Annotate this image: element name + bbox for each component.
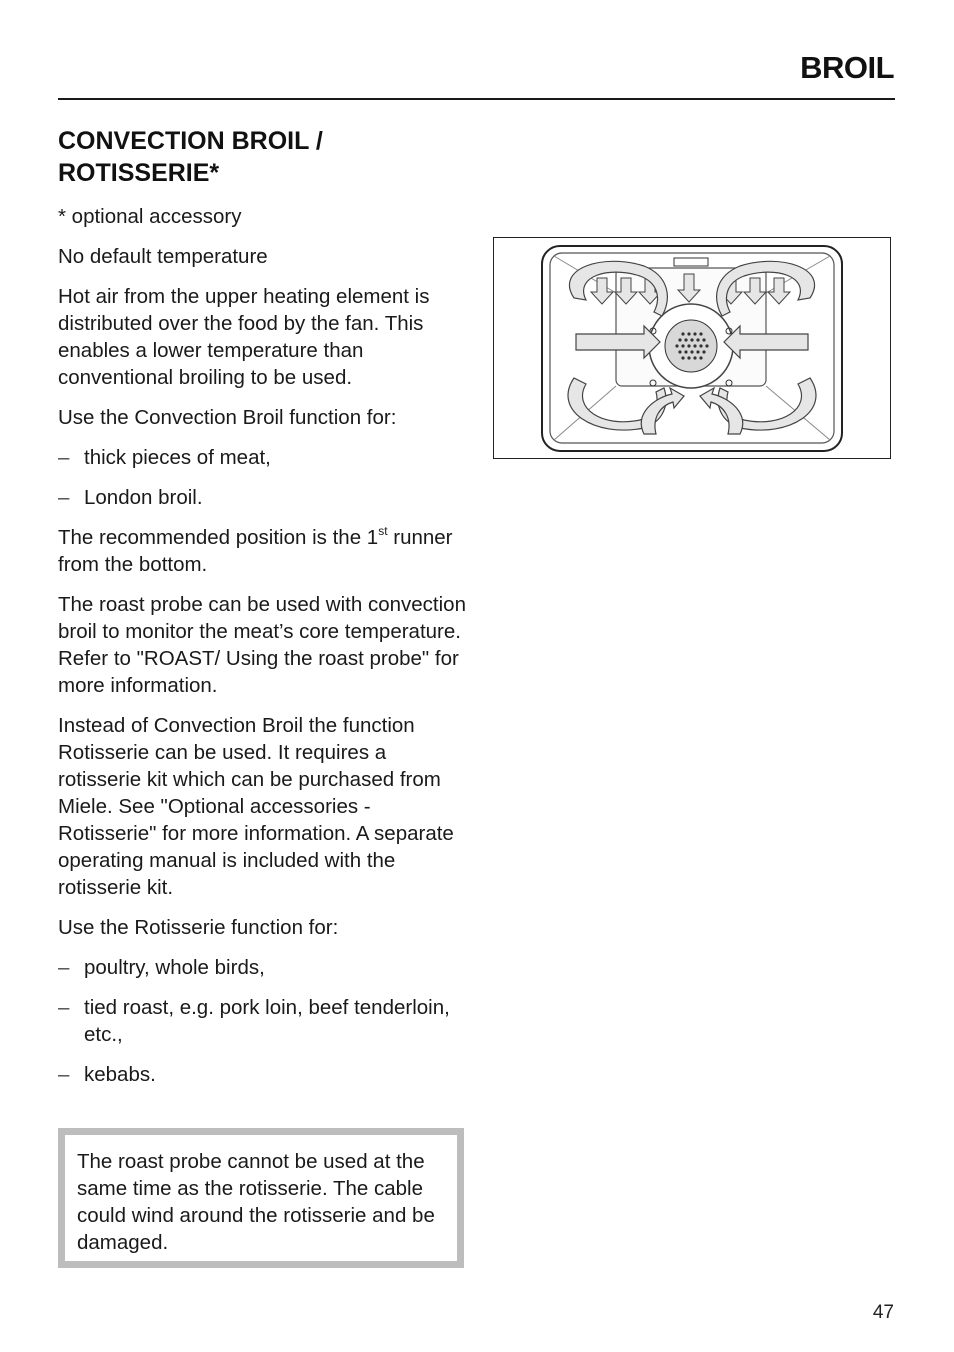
list-item: – London broil.: [58, 484, 470, 511]
roast-probe-text: The roast probe can be used with convection broil to monitor the meat’s core temperature. Refer to "ROAST/ Using the roast probe" for more information.: [58, 593, 466, 697]
position-superscript: st: [378, 524, 388, 538]
list-item: – kebabs.: [58, 1061, 470, 1088]
list-item: – thick pieces of meat,: [58, 444, 470, 471]
page-number: 47: [872, 1302, 894, 1323]
oven-convection-airflow-icon: [494, 238, 889, 457]
recommended-position-text: [58, 524, 470, 578]
function-description: Hot air from the upper heating element is distributed over the food by the fan. This enables a lower temperature than conventional broiling to be used.: [58, 285, 430, 389]
section-title-line-2: ROTISSERIE*: [58, 159, 220, 187]
warning-note-box: [58, 1128, 464, 1268]
list-item: – tied roast, e.g. pork loin, beef tenderloin, etc.,: [58, 994, 470, 1048]
header-divider: [58, 98, 895, 100]
main-content: [58, 203, 470, 1101]
convection-use-intro: Use the Convection Broil function for:: [58, 406, 397, 429]
section-title: [58, 125, 478, 189]
page-header-title: BROIL: [800, 50, 894, 85]
position-text-end: runner from the bottom.: [58, 526, 453, 576]
rotisserie-use-intro: Use the Rotisserie function for:: [58, 916, 339, 939]
rotisserie-info-text: Instead of Convection Broil the function Rotisserie can be used. It requires a rotisserie kit which can be purchased from Miele. See "Optional accessories - Rotisserie" for more information. A separate operating manual is included with the rotisserie kit.: [58, 714, 454, 899]
rotisserie-use-list: [58, 954, 470, 1088]
convection-use-list: [58, 444, 470, 511]
list-item: – poultry, whole birds,: [58, 954, 470, 981]
warning-note-text: The roast probe cannot be used at the same time as the rotisserie. The cable could wind around the rotisserie and be damaged.: [77, 1150, 435, 1254]
oven-airflow-figure: [493, 237, 891, 459]
section-title-line-1: CONVECTION BROIL /: [58, 127, 323, 155]
position-text-start: The recommended position is the 1: [58, 526, 379, 549]
default-temperature-text: No default temperature: [58, 245, 268, 268]
footnote-text: * optional accessory: [58, 205, 242, 228]
